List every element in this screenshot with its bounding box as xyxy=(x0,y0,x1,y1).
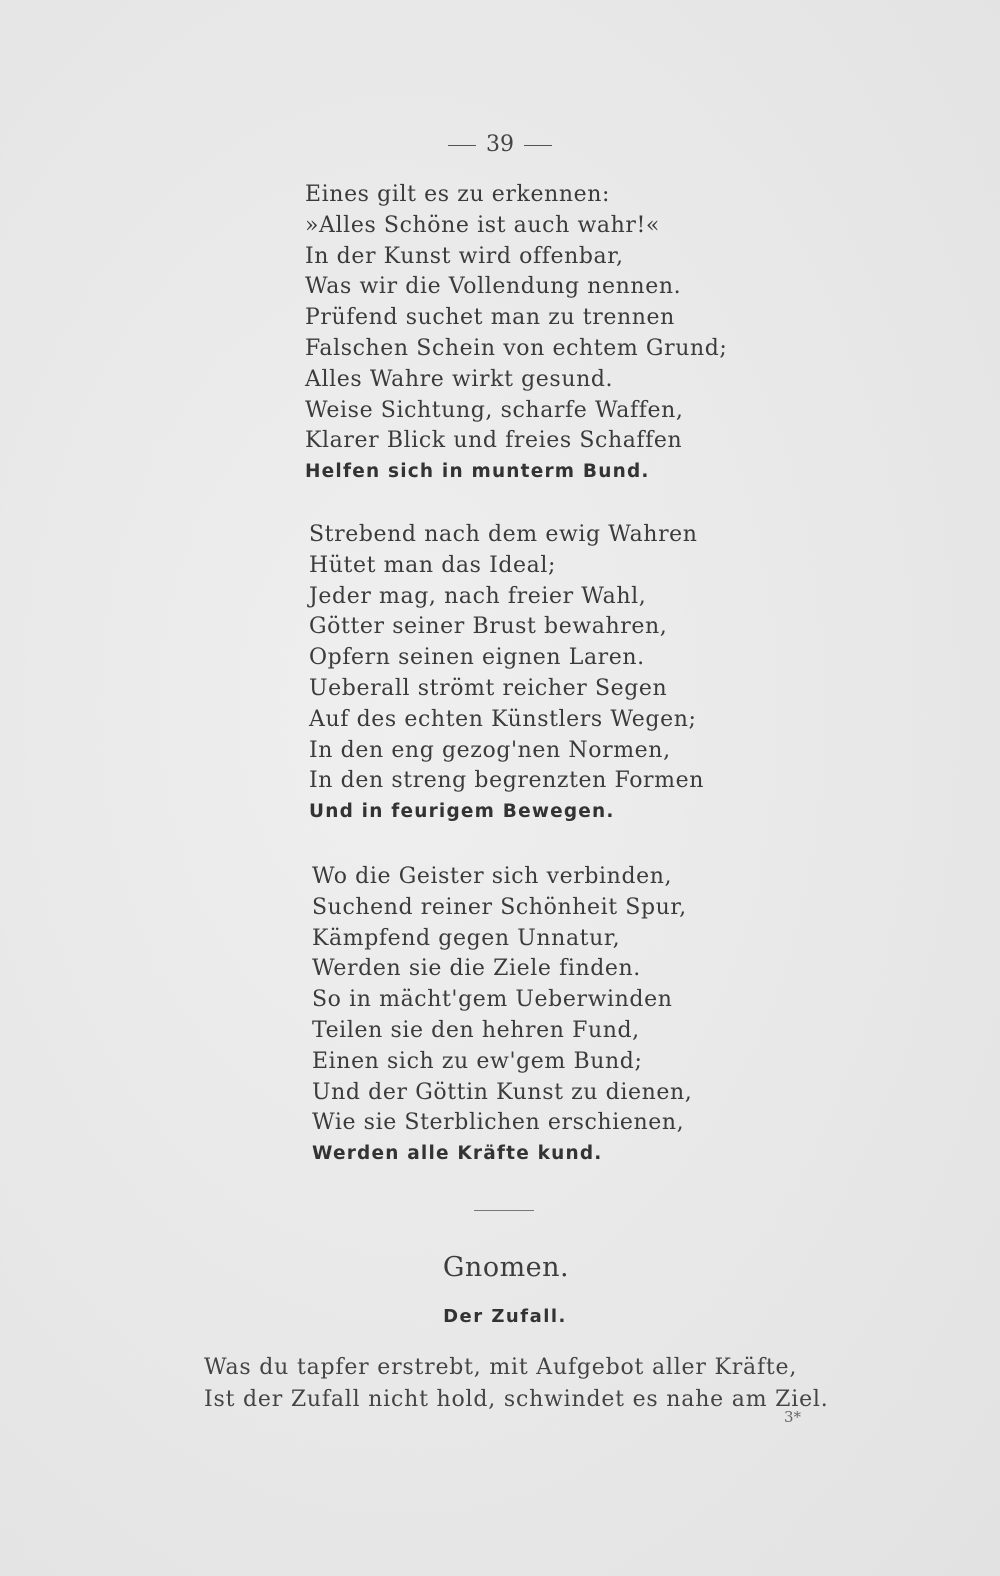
page-number: 39 xyxy=(486,132,514,157)
poem-line: Eines gilt es zu erkennen: xyxy=(305,182,611,207)
poem-line-refrain: Werden alle Kräfte kund. xyxy=(312,1143,603,1165)
poem-line: Falschen Schein von echtem Grund; xyxy=(305,335,728,361)
poem-line-refrain: Und in feurigem Bewegen. xyxy=(309,801,615,823)
poem-line: Strebend nach dem ewig Wahren xyxy=(309,522,698,547)
poem-stanza-3 xyxy=(312,862,692,1170)
poem-line: In der Kunst wird offenbar, xyxy=(305,243,624,269)
poem-line: Was wir die Vollendung nennen. xyxy=(305,274,682,300)
poem-line: Hütet man das Ideal; xyxy=(309,552,557,578)
poem-line: Und der Göttin Kunst zu dienen, xyxy=(312,1079,693,1105)
poem-line: Opfern seinen eignen Laren. xyxy=(309,645,645,671)
header-ornament-left xyxy=(448,145,476,146)
poem-line-refrain: Helfen sich in munterm Bund. xyxy=(305,461,650,483)
section-title: Gnomen. xyxy=(442,1252,570,1283)
poem-line: Ueberall strömt reicher Segen xyxy=(309,675,668,701)
poem-line: Kämpfend gegen Unnatur, xyxy=(312,925,621,951)
subsection-title: Der Zufall. xyxy=(443,1306,567,1327)
poem-line: In den streng begrenzten Formen xyxy=(309,768,705,794)
page-header xyxy=(0,132,1000,157)
distich-line: Ist der Zufall nicht hold, schwindet es nahe am Ziel. xyxy=(204,1387,829,1412)
header-ornament-right xyxy=(524,145,552,146)
poem-line: Klarer Blick und freies Schaffen xyxy=(305,428,683,454)
signature-mark: 3* xyxy=(784,1408,802,1426)
poem-line: Götter seiner Brust bewahren, xyxy=(309,614,668,640)
poem-line: Weise Sichtung, scharfe Waffen, xyxy=(305,397,684,423)
poem-stanza-1 xyxy=(305,180,727,488)
poem-line: Einen sich zu ew'gem Bund; xyxy=(312,1048,643,1074)
poem-line: Wo die Geister sich verbinden, xyxy=(312,864,673,889)
poem-line: So in mächt'gem Ueberwinden xyxy=(312,987,673,1013)
poem-stanza-2 xyxy=(309,520,704,828)
poem-line: Auf des echten Künstlers Wegen; xyxy=(309,706,697,732)
poem-line: Alles Wahre wirkt gesund. xyxy=(305,366,614,392)
poem-line: Teilen sie den hehren Fund, xyxy=(312,1017,640,1043)
poem-line: In den eng gezog'nen Normen, xyxy=(309,737,671,763)
poem-line: Wie sie Sterblichen erschienen, xyxy=(312,1110,685,1136)
poem-line: »Alles Schöne ist auch wahr!« xyxy=(305,212,660,238)
distich-line: Was du tapfer erstrebt, mit Aufgebot aller Kräfte, xyxy=(204,1355,798,1380)
poem-line: Jeder mag, nach freier Wahl, xyxy=(309,583,647,609)
distich xyxy=(204,1352,829,1416)
section-divider xyxy=(474,1210,534,1211)
poem-line: Prüfend suchet man zu trennen xyxy=(305,305,675,331)
poem-line: Suchend reiner Schönheit Spur, xyxy=(312,894,687,920)
poem-line: Werden sie die Ziele finden. xyxy=(312,956,641,982)
